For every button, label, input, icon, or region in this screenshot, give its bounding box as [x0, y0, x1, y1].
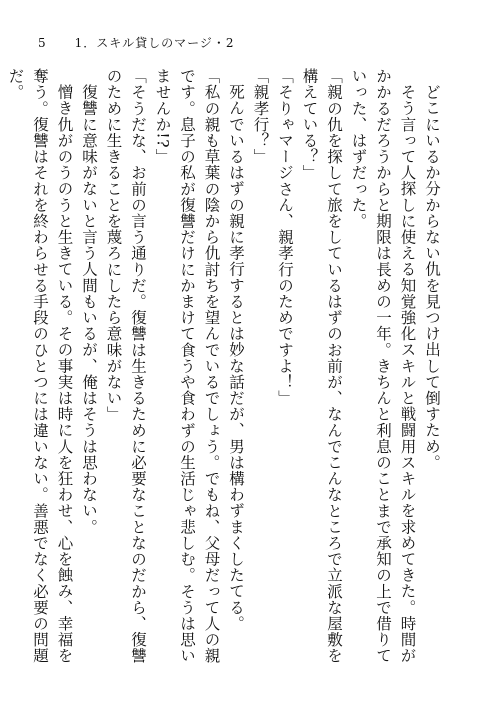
body-text — [6, 68, 444, 668]
paragraph: 憎き仇がのうのうと生きている。その事実は時に人を狂わせ、心を蝕み、幸福を奪う。復讐はそれを終わらせる手段のひとつには違いない。善悪でなく必要の問題だ。 — [6, 68, 74, 664]
chapter-title: 1．スキル貸しのマージ・2 — [74, 36, 235, 50]
running-head — [38, 34, 235, 51]
paragraph: 復讐に意味がないと言う人間もいるが、俺はそうは思わない。 — [80, 83, 98, 535]
paragraph: 「親孝行？」 — [251, 68, 270, 165]
paragraph: 「私の親も草葉の陰から仇討ちを望んでいるでしょう。でもね、父母だって人の親です。息子の私が復讐だけにかまけて食うや食わずの生活じゃ悲しむ。そうは思いませんか!?」 — [153, 68, 221, 664]
paragraph: そう言って人探しに使える知覚強化スキルと戦闘用スキルを求めてきた。時間がかかるだろうからと期限は長めの一年。きちんと利息のことまで承知の上で借りていった、はずだった。 — [349, 68, 417, 664]
page-number: 5 — [38, 36, 47, 50]
paragraph: 「そりゃマージさん、親孝行のためですよ！」 — [276, 68, 294, 407]
paragraph: 「そうだな、お前の言う通りだ。復讐は生きるために必要なことなのだから、復讐のために生きることを蔑ろにしたら意味がない」 — [104, 68, 147, 664]
paragraph: 死んでいるはずの親に孝行するとは妙な話だが、男は構わずまくしたてる。 — [227, 83, 245, 631]
paragraph: 「親の仇を探して旅をしているはずのお前が、なんでこんなところで立派な屋敷を構えている？」 — [300, 68, 343, 664]
paragraph — [0, 68, 3, 668]
paragraph: どこにいるか分からない仇を見つけ出して倒すため。 — [423, 83, 441, 470]
